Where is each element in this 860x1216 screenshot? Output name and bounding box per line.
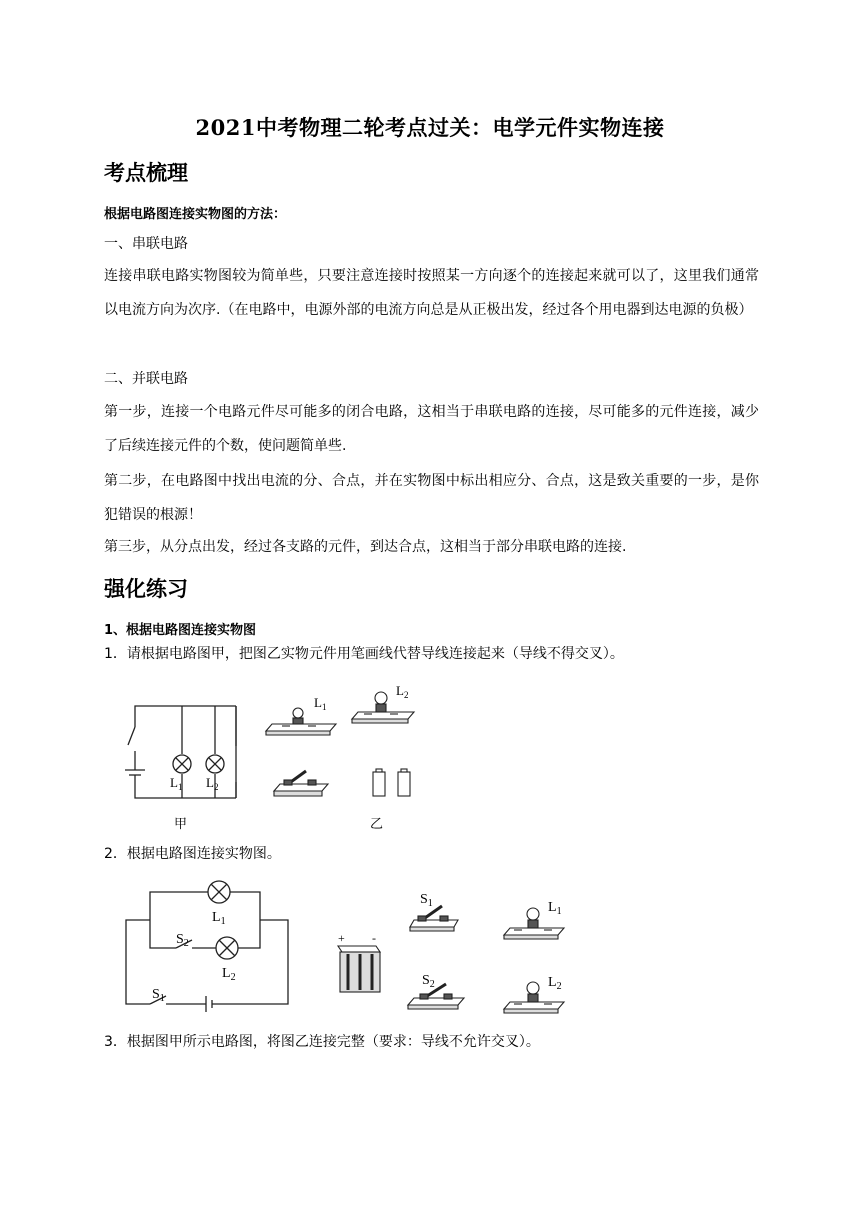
question-3: 3．根据图甲所示电路图，将图乙连接完整（要求：导线不允许交叉）。 <box>104 1034 540 1050</box>
label-s2: $S_2$ <box>176 932 189 949</box>
caption-yi: 乙 <box>370 817 384 832</box>
lamp-symbol-l1 <box>173 755 191 773</box>
battery-minus: - <box>372 931 376 945</box>
label-l1-2: $L_1$ <box>212 910 226 927</box>
section-heading-practice: 强化练习 <box>104 577 188 601</box>
label-l2: $L_2$ <box>206 775 219 792</box>
section-heading-review: 考点梳理 <box>104 161 188 185</box>
figure-1 <box>118 676 448 834</box>
paragraph-step2: 第二步，在电路图中找出电流的分、合点，并在实物图中标出相应分、合点，这是致关重要的一步，是你犯错误的根源！ <box>104 473 759 523</box>
circuit-diagram-2 <box>126 892 288 1012</box>
switch-symbol <box>128 727 135 745</box>
caption-jia: 甲 <box>174 817 188 832</box>
lamp-symbol-l2-2 <box>216 937 238 959</box>
real-label-l2: $L_2$ <box>396 683 409 700</box>
label-s1: $S_1$ <box>152 987 165 1004</box>
figure-2 <box>118 870 578 1020</box>
real-switch-s2 <box>408 984 464 1009</box>
real-label-s2: $S_2$ <box>422 973 435 990</box>
document-title: 2021中考物理二轮考点过关：电学元件实物连接 <box>195 115 665 140</box>
paragraph-parallel-title: 二、并联电路 <box>104 371 188 387</box>
real-battery <box>373 769 410 796</box>
real-battery-pack <box>338 946 380 992</box>
question-1: 1．请根据电路图甲，把图乙实物元件用笔画线代替导线连接起来（导线不得交叉）。 <box>104 646 624 662</box>
real-label-l1: $L_1$ <box>314 695 327 712</box>
real-label-s1: $S_1$ <box>420 892 433 909</box>
practice-subheading: 1、根据电路图连接实物图 <box>104 623 257 638</box>
lamp-symbol-l1-2 <box>208 881 230 903</box>
real-label-l1-2: $L_1$ <box>548 900 562 917</box>
real-switch-s1 <box>410 906 458 931</box>
paragraph-step3: 第三步，从分点出发，经过各支路的元件，到达合点，这相当于部分串联电路的连接. <box>104 539 627 555</box>
method-subheading: 根据电路图连接实物图的方法： <box>104 207 287 222</box>
lamp-symbol-l2 <box>206 755 224 773</box>
real-lamp-l1 <box>266 708 336 735</box>
real-label-l2-2: $L_2$ <box>548 975 562 992</box>
paragraph-series-title: 一、串联电路 <box>104 236 188 252</box>
paragraph-series-body: 连接串联电路实物图较为简单些，只要注意连接时按照某一方向逐个的连接起来就可以了，这里我们通常以电流方向为次序.（在电路中，电源外部的电流方向总是从正极出发，经过各个用电器到达电源的负极） <box>104 268 759 318</box>
battery-plus: + <box>338 931 345 945</box>
paragraph-step1: 第一步，连接一个电路元件尽可能多的闭合电路，这相当于串联电路的连接，尽可能多的元件连接，减少了后续连接元件的个数，使问题简单些. <box>104 404 759 454</box>
label-l1: $L_1$ <box>170 775 183 792</box>
label-l2-2: $L_2$ <box>222 966 236 983</box>
real-switch <box>274 771 328 796</box>
question-2: 2．根据电路图连接实物图。 <box>104 846 281 862</box>
